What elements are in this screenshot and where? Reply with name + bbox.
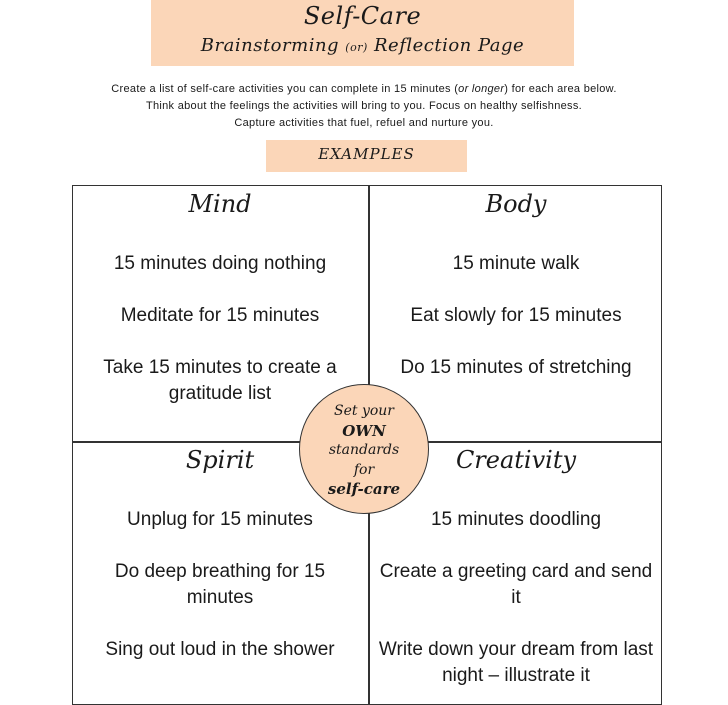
intro-text [60, 81, 668, 132]
body-item: Do 15 minutes of stretching [400, 357, 632, 378]
body-item: 15 minute walk [452, 253, 580, 274]
mind-item: 15 minutes doing nothing [113, 253, 327, 274]
intro-line-1-a: Create a list of self-care activities you can complete in 15 minutes ( [111, 83, 459, 95]
intro-line-3: Capture activities that fuel, refuel and nurture you. [234, 117, 494, 129]
intro-line-1-b: ) for each area below. [504, 83, 617, 95]
mind-item: Meditate for 15 minutes [120, 305, 320, 326]
creativity-item: 15 minutes doodling [430, 509, 602, 530]
oval-line-2: OWN [342, 421, 386, 440]
spirit-item: Sing out loud in the shower [105, 639, 335, 660]
oval-line-3: standards [328, 442, 400, 458]
spirit-item: Unplug for 15 minutes [127, 509, 313, 530]
oval-line-4: for [353, 461, 375, 478]
body-item: Eat slowly for 15 minutes [410, 305, 622, 326]
subtitle-part2: Reflection Page [367, 35, 525, 56]
spirit-item: Do deep breathing for 15 minutes [114, 561, 326, 608]
quadrant-title-body: Body [485, 190, 547, 218]
quadrant-title-mind: Mind [188, 190, 252, 218]
subtitle-or: (or) [345, 41, 368, 54]
center-oval-badge [299, 384, 429, 514]
quadrant-title-creativity: Creativity [455, 446, 577, 474]
oval-line-5: self-care [327, 480, 401, 498]
creativity-item: Create a greeting card and send it [379, 561, 653, 608]
intro-line-2: Think about the feelings the activities will bring to you. Focus on healthy selfishness. [145, 100, 583, 112]
intro-line-1-emphasis: or longer [458, 83, 505, 95]
intro-line-1 [60, 81, 668, 98]
creativity-item: Write down your dream from last night – illustrate it [378, 639, 654, 686]
oval-line-1: Set your [334, 403, 394, 419]
mind-item: Take 15 minutes to create a gratitude list [103, 357, 337, 404]
page-title: Self-Care [303, 2, 422, 30]
subtitle-part1: Brainstorming [200, 35, 346, 56]
title-banner [151, 0, 574, 66]
quadrant-title-spirit: Spirit [185, 446, 255, 474]
page-subtitle [151, 34, 574, 60]
examples-label: EXAMPLES [266, 140, 467, 172]
